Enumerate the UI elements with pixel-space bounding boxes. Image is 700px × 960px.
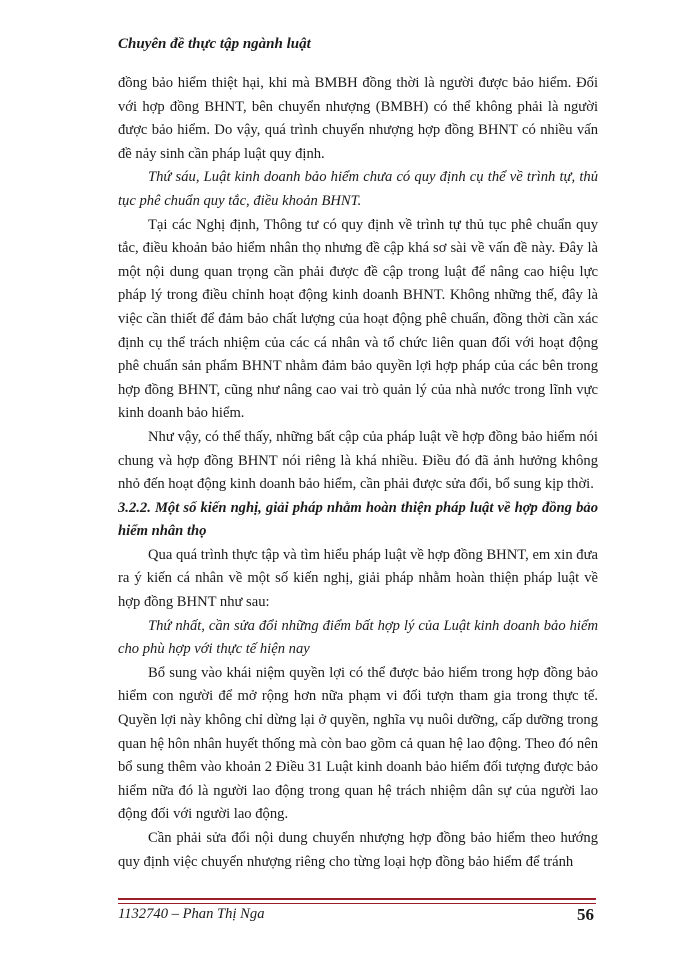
paragraph-continuation: đồng bảo hiểm thiệt hại, khi mà BMBH đồng thời là người được bảo hiểm. Đối với hợp đồng BHNT, bên chuyển nhượng (BMBH) có thể không phải là người được bảo hiểm. Do vậy, quá trình chuyển nhượng hợp đồng BHNT có nhiều vấn đề nảy sinh cần pháp luật quy định. [118,75,598,162]
page-header: Chuyên đề thực tập ngành luật [118,36,311,52]
paragraph-qua-qua-trinh: Qua quá trình thực tập và tìm hiểu pháp luật về hợp đồng BHNT, em xin đưa ra ý kiến cá nhân về một số kiến nghị, giải pháp nhằm hoàn thiện pháp luật về hợp đồng BHNT như sau: [118,546,598,611]
paragraph-nhu-vay: Như vậy, có thể thấy, những bất cập của pháp luật về hợp đồng bảo hiểm nói chung và hợp đồng BHNT nói riêng là khá nhiều. Điều đó đã ảnh hưởng không nhỏ đến hoạt động kinh doanh bảo hiểm, cần phải được sửa đổi, bổ sung kịp thời. [118,428,598,493]
document-body [118,72,598,874]
page-number: 56 [577,905,594,924]
footer-author: 1132740 – Phan Thị Nga [118,906,265,922]
section-heading: 3.2.2. Một số kiến nghị, giải pháp nhằm hoàn thiện pháp luật về hợp đồng bảo hiểm nhân thọ [118,499,598,540]
paragraph-thu-sau: Thứ sáu, Luật kinh doanh bảo hiểm chưa có quy định cụ thể về trình tự, thủ tục phê chuẩn quy tắc, điều khoản BHNT. [118,169,598,209]
paragraph-nghi-dinh: Tại các Nghị định, Thông tư có quy định về trình tự thủ tục phê chuẩn quy tắc, điều khoản bảo hiểm nhân thọ nhưng đề cập khá sơ sài về vấn đề này. Đây là một nội dung quan trọng cần phải được đề cập trong luật để nâng cao hiệu lực pháp lý trong điều chỉnh hoạt động kinh doanh BHNT. Không những thế, đây là việc cần thiết để đảm bảo chất lượng của hoạt động phê chuẩn, đồng thời cần xác định cụ thể trách nhiệm của các cá nhân và tổ chức liên quan đối với hoạt động phê chuẩn sản phẩm BHNT nhằm đảm bảo quyền lợi hợp pháp của các bên trong hợp đồng BHNT, cũng như nâng cao vai trò quản lý của nhà nước trong lĩnh vực kinh doanh bảo hiểm. [118,216,598,422]
paragraph-thu-nhat: Thứ nhất, cần sửa đổi những điểm bất hợp lý của Luật kinh doanh bảo hiểm cho phù hợp với thực tế hiện nay [118,617,598,658]
footer-rule-thin [118,903,596,904]
footer-rule-thick [118,898,596,900]
paragraph-can-phai: Cần phải sửa đổi nội dung chuyển nhượng hợp đồng bảo hiểm theo hướng quy định việc chuyển nhượng riêng cho từng loại hợp đồng bảo hiểm để tránh [118,830,598,870]
paragraph-bo-sung: Bổ sung vào khái niệm quyền lợi có thể được bảo hiểm trong hợp đồng bảo hiểm con người để mở rộng hơn nữa phạm vi đối tượn tham gia trong thực tế. Quyền lợi này không chỉ dừng lại ở quyền, nghĩa vụ nuôi dưỡng, cấp dưỡng trong quan hệ hôn nhân huyết thống mà còn bao gồm cả quan hệ lao động. Theo đó nên bổ sung thêm vào khoản 2 Điều 31 Luật kinh doanh bảo hiểm đối tượng được bảo hiểm nữa đó là người lao động trong quan hệ trách nhiệm dân sự của người lao động đối với người lao động. [118,664,598,823]
